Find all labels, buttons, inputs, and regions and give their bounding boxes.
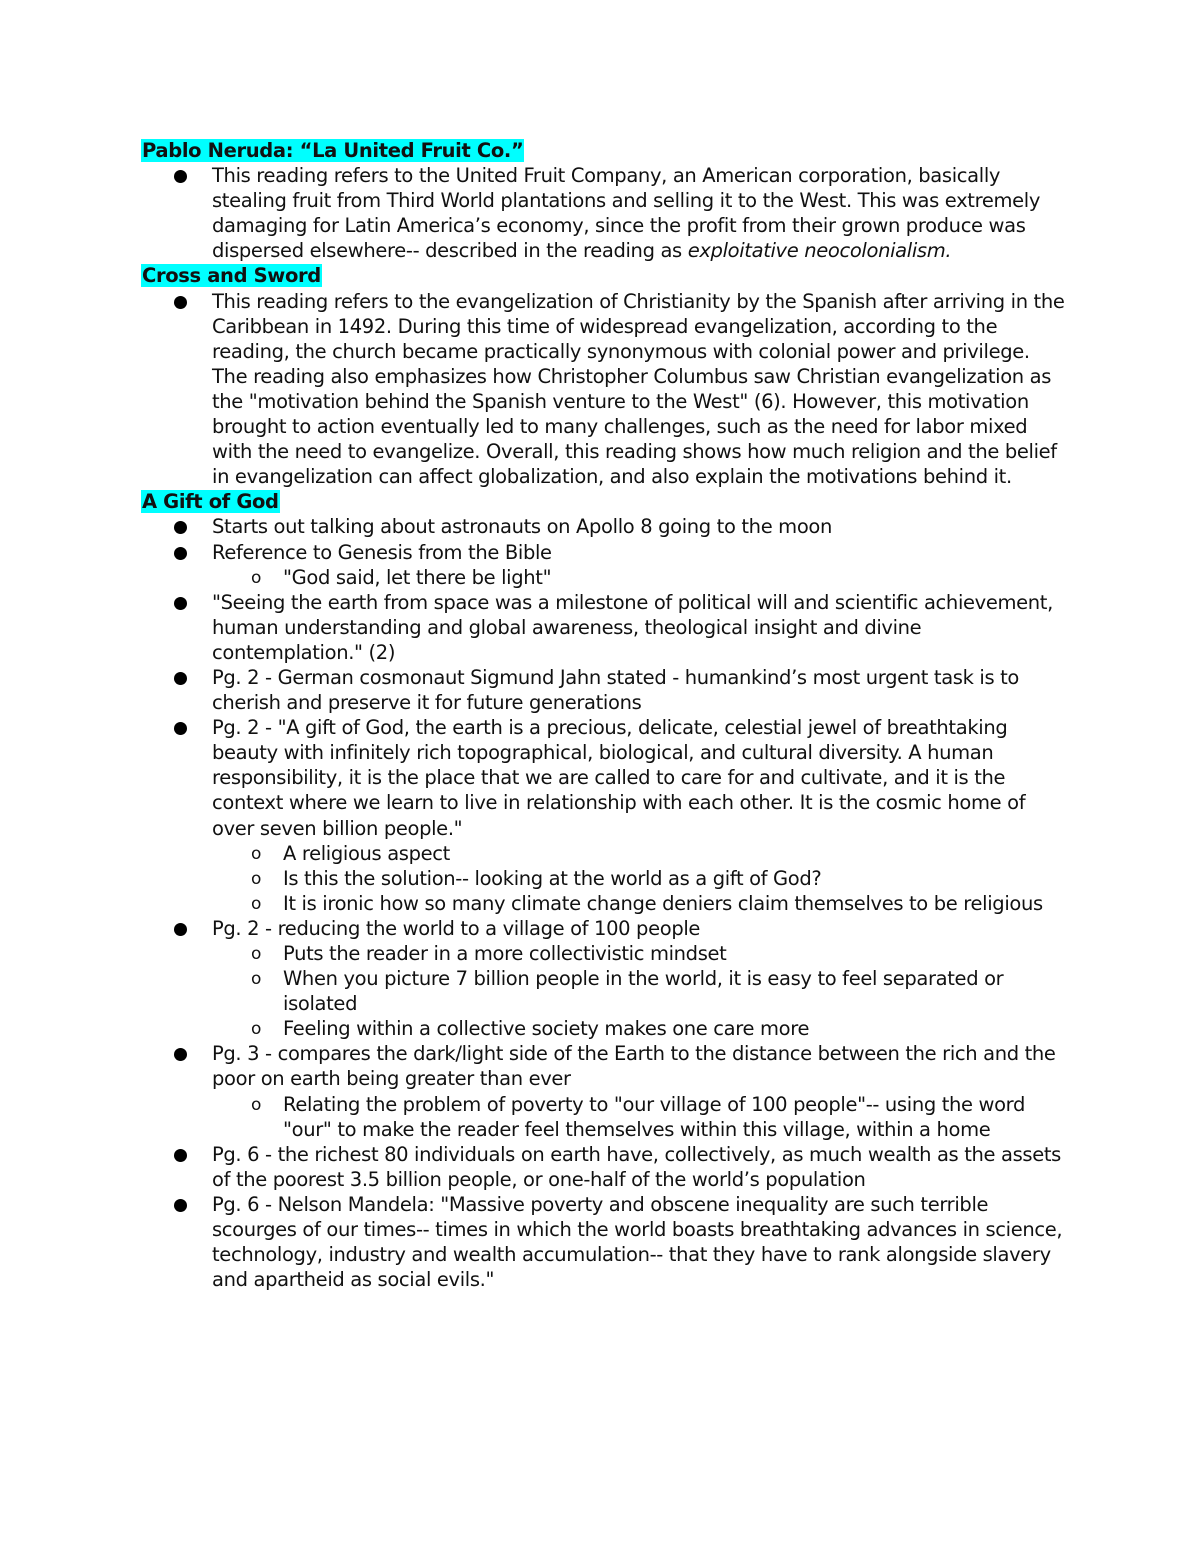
list-item: [141, 540, 1066, 590]
filled-circle-bullet-icon: [174, 521, 187, 534]
list-item: [141, 715, 1066, 916]
emphasized-text: exploitative neocolonialism.: [687, 239, 952, 263]
section-heading: [141, 138, 1066, 163]
section-heading-text: Pablo Neruda: “La United Fruit Co.”: [142, 139, 524, 162]
filled-circle-bullet-icon: [174, 296, 187, 309]
section-heading: [141, 489, 1066, 514]
list-item: [141, 289, 1066, 490]
bullet-list: [141, 514, 1066, 1292]
sub-bullet-list: [212, 1092, 1066, 1142]
list-item-text: Pg. 2 - "A gift of God, the earth is a precious, delicate, celestial jewel of breathtaking beauty with infinitely rich topographical, biological, and cultural diversity. A human responsibility, it is the place that we are called to care for and cultivate, and it is the context where we learn to live in relationship with each other. It is the cosmic home of over seven billion people.": [212, 716, 1026, 840]
hollow-o-bullet-icon: o: [251, 1094, 262, 1115]
section-heading: [141, 263, 1066, 288]
sub-list-item: [142, 1016, 1066, 1041]
filled-circle-bullet-icon: [174, 1048, 187, 1061]
hollow-o-bullet-icon: o: [251, 893, 262, 914]
list-item-text: Pg. 6 - Nelson Mandela: "Massive poverty and obscene inequality are such terrible scourges of our times-- times in which the world boasts breathtaking advances in science, technology, industry and wealth accumulation-- that they have to rank alongside slavery and apartheid as social evils.": [212, 1192, 1063, 1292]
sub-list-item-text: When you picture 7 billion people in the world, it is easy to feel separated or isolated: [283, 967, 1004, 1016]
sub-list-item: [142, 565, 1066, 590]
filled-circle-bullet-icon: [174, 1199, 187, 1212]
filled-circle-bullet-icon: [174, 722, 187, 735]
sub-list-item: [142, 891, 1066, 916]
hollow-o-bullet-icon: o: [251, 843, 262, 864]
sub-list-item: [142, 841, 1066, 866]
notes-content: [141, 138, 1066, 1292]
list-item: [141, 514, 1066, 539]
filled-circle-bullet-icon: [174, 1149, 187, 1162]
hollow-o-bullet-icon: o: [251, 567, 262, 588]
list-item: [141, 1192, 1066, 1292]
list-item-text: This reading refers to the United Fruit Company, an American corporation, basically stealing fruit from Third World plantations and selling it to the West. This was extremely damaging for Latin America’s economy, since the profit from their grown produce was dispersed elsewhere-- described in the reading as: [212, 164, 1041, 263]
list-item: [141, 163, 1066, 263]
list-item: [141, 916, 1066, 1041]
list-item-text: Starts out talking about astronauts on Apollo 8 going to the moon: [212, 515, 832, 539]
list-item: [141, 1142, 1066, 1192]
list-item-text: Pg. 6 - the richest 80 individuals on earth have, collectively, as much wealth as the assets of the poorest 3.5 billion people, or one-half of the world’s population: [212, 1142, 1061, 1191]
filled-circle-bullet-icon: [174, 597, 187, 610]
list-item: [141, 590, 1066, 665]
bullet-list: [141, 163, 1066, 263]
list-item-text: Pg. 2 - reducing the world to a village of 100 people: [212, 916, 701, 940]
sub-list-item-text: Is this the solution-- looking at the world as a gift of God?: [283, 866, 822, 890]
sub-list-item-text: Puts the reader in a more collectivistic mindset: [283, 942, 727, 965]
list-item-text: This reading refers to the evangelization of Christianity by the Spanish after arriving in the Caribbean in 1492. During this time of widespread evangelization, according to the reading, the church became practically synonymous with colonial power and privilege. The reading also emphasizes how Christopher Columbus saw Christian evangelization as the "motivation behind the Spanish venture to the West" (6). However, this motivation brought to action eventually led to many challenges, such as the need for labor mixed with the need to evangelize. Overall, this reading shows how much religion and the belief in evangelization can affect globalization, and also explain the motivations behind it.: [212, 289, 1065, 489]
filled-circle-bullet-icon: [174, 672, 187, 685]
sub-bullet-list: [212, 941, 1066, 1041]
filled-circle-bullet-icon: [174, 547, 187, 560]
list-item-text: Reference to Genesis from the Bible: [212, 540, 552, 564]
sub-list-item: [142, 941, 1066, 966]
bullet-list: [141, 289, 1066, 490]
hollow-o-bullet-icon: o: [251, 969, 262, 990]
filled-circle-bullet-icon: [174, 923, 187, 936]
sub-list-item-text: Feeling within a collective society makes one care more: [283, 1017, 810, 1041]
list-item-text: "Seeing the earth from space was a milestone of political will and scientific achievement, human understanding and global awareness, theological insight and divine contemplation." (2): [212, 590, 1053, 664]
sub-bullet-list: [212, 841, 1066, 916]
list-item: [141, 1041, 1066, 1141]
sub-list-item: [142, 866, 1066, 891]
sub-list-item-text: "God said, let there be light": [283, 565, 552, 589]
list-item-text: Pg. 3 - compares the dark/light side of the Earth to the distance between the rich and the poor on earth being greater than ever: [212, 1042, 1056, 1091]
section-heading-text: A Gift of God: [142, 490, 279, 514]
hollow-o-bullet-icon: o: [251, 944, 262, 964]
section-heading-text: Cross and Sword: [142, 264, 321, 288]
hollow-o-bullet-icon: o: [251, 1019, 262, 1040]
list-item: [141, 665, 1066, 715]
hollow-o-bullet-icon: o: [251, 868, 262, 889]
sub-list-item-text: It is ironic how so many climate change deniers claim themselves to be religious: [283, 891, 1043, 915]
sub-bullet-list: [212, 565, 1066, 590]
sub-list-item-text: Relating the problem of poverty to "our village of 100 people"-- using the word "our" to make the reader feel themselves within this village, within a home: [283, 1092, 1026, 1141]
list-item-text: Pg. 2 - German cosmonaut Sigmund Jahn stated - humankind’s most urgent task is to cherish and preserve it for future generations: [212, 665, 1020, 715]
filled-circle-bullet-icon: [174, 170, 187, 183]
sub-list-item: [142, 966, 1066, 1016]
sub-list-item-text: A religious aspect: [283, 841, 450, 865]
sub-list-item: [142, 1092, 1066, 1142]
